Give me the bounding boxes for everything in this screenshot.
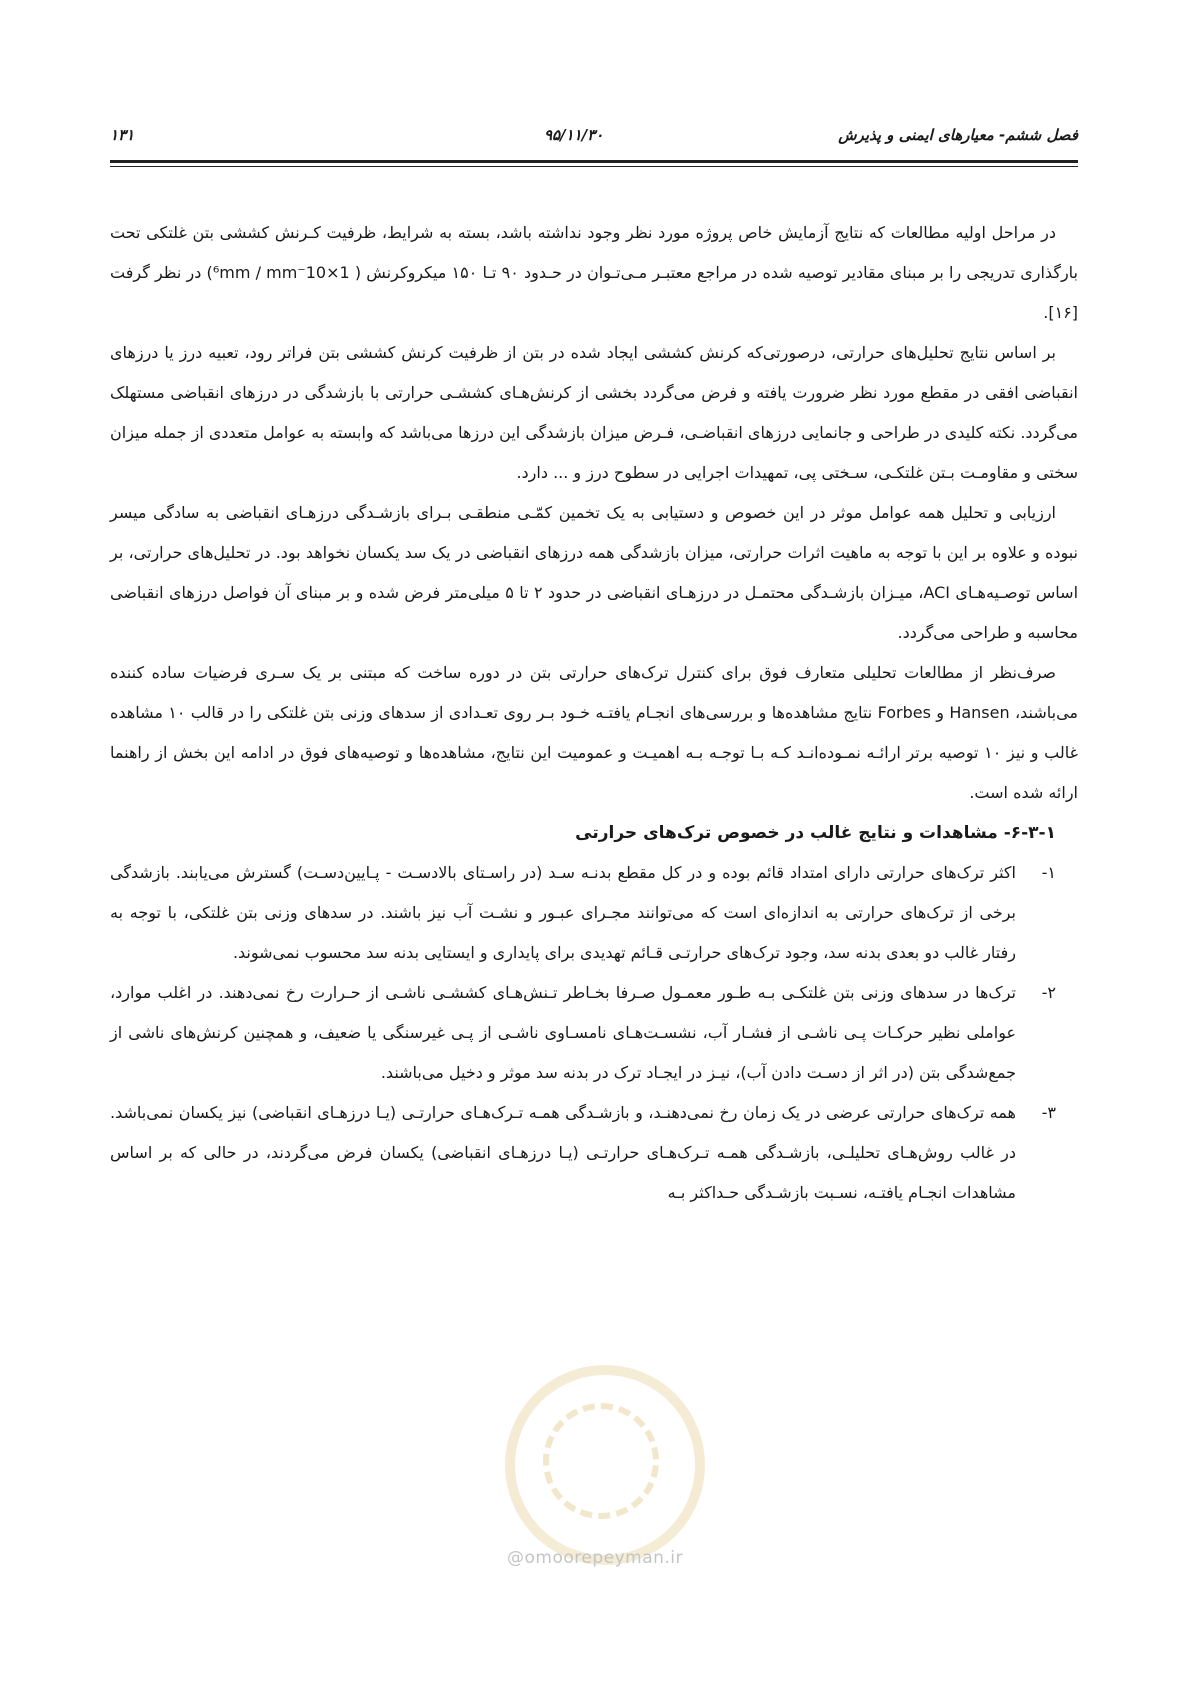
paragraph-3: ارزیابی و تحلیل همه عوامل موثر در این خصوص و دستیابی به یک تخمین کمّـی منطقـی بـرای بازشـدگی درزهـای انقباضی به سادگی میسر نبوده و علاوه بر این با توجه به ماهیت اثرات حرارتی، میزان بازشدگی همه درزهای انقباضی در یک سد یکسان نخواهد بود. در تحلیل‌های حرارتی، بر اساس توصـیه‌هـای ACI، میـزان بازشـدگی محتمـل در درزهـای انقباضی در حدود ۲ تا ۵ میلی‌متر فرض شده و بر مبنای آن فواصل درزهای انقباضی محاسبه و طراحی می‌گردد. [110,503,1079,642]
page-body [110,213,1078,1213]
list-item [110,973,1078,1093]
list-item [110,1093,1078,1213]
list-item-number: ۱- [1041,863,1056,882]
paragraph-4: صرف‌نظر از مطالعات تحلیلی متعارف فوق برای کنترل ترک‌های حرارتی بتن در دوره ساخت که مبتنی بر یک سـری فرضیات ساده کننده می‌باشند، Hansen و Forbes نتایج مشاهده‌ها و بررسی‌های انجـام یافتـه خـود بـر روی تعـدادی از سدهای وزنی بتن غلتکی را در قالب ۱۰ مشاهده غالب و نیز ۱۰ توصیه برتر ارائـه نمـوده‌انـد کـه بـا توجـه بـه اهمیـت و عمومیت این نتایج، مشاهده‌ها و توصیه‌های فوق در ادامه این بخش از راهنما ارائه شده است. [110,663,1079,802]
page-number: ۱۳۱ [110,126,135,144]
observations-list [110,853,1078,1213]
header-rule-thick [110,160,1078,163]
header-rule-thin [110,166,1078,167]
watermark-gear-icon [543,1403,659,1519]
header-date: ۹۵/۱۱/۳۰ [544,126,604,144]
paragraph-1: در مراحل اولیه مطالعات که نتایج آزمایش خاص پروژه مورد نظر وجود نداشته باشد، بسته به شرایط، ظرفیت کـرنش کششی بتن غلتکی تحت بارگذاری تدریجی را بر مبنای مقادیر توصیه شده در مراجع معتبـر مـی‌تـوان در حـدود ۹۰ تـا ۱۵۰ میکروکرنش ( 1×10⁻⁶mm / mm) در نظر گرفت [۱۶]. [110,223,1079,322]
list-item-text: همه ترک‌های حرارتی عرضی در یک زمان رخ نمی‌دهنـد، و بازشـدگی همـه تـرک‌هـای حرارتـی (یـا درزهـای انقباضی) نیز یکسان نمی‌باشد. در غالب روش‌هـای تحلیلـی، بازشـدگی همـه تـرک‌هـای حرارتـی (یـا درزهـای انقباضی) یکسان فرض می‌گردند، در حالی که بر اساس مشاهدات انجـام یافتـه، نسـبت بازشـدگی حـداکثر بـه [110,1103,1016,1202]
section-heading: ۶-۳-۱- مشاهدات و نتایج غالب در خصوص ترک‌های حرارتی [575,823,1056,843]
paragraph-2: بر اساس نتایج تحلیل‌های حرارتی، درصورتی‌که کرنش کششی ایجاد شده در بتن از ظرفیت کرنش کششی بتن فراتر رود، تعبیه درز یا درزهای انقباضی افقی در مقطع مورد نظر ضرورت یافته و فرض می‌گردد بخشی از کرنش‌هـای کششـی حرارتی با بازشدگی در درزهای انقباضی مستهلک می‌گردد. نکته کلیدی در طراحی و جانمایی درزهای انقباضـی، فـرض میزان بازشدگی این درزها می‌باشد که وابسته به عوامل متعددی از جمله میزان سختی و مقاومـت بـتن غلتکـی، سـختی پی، تمهیدات اجرایی در سطوح درز و ... دارد. [110,343,1078,482]
watermark-site: @omoorepeyman.ir [506,1548,684,1568]
list-item [110,853,1078,973]
list-item-number: ۳- [1041,1103,1056,1122]
list-item-text: ترک‌ها در سدهای وزنی بتن غلتکـی بـه طـور معمـول صـرفا بخـاطر تـنش‌هـای کششـی ناشـی از حـرارت رخ نمی‌دهند. در اغلب موارد، عواملی نظیر حرکـات پـی ناشـی از فشـار آب، نشسـت‌هـای نامسـاوی ناشـی از پـی غیرسنگی یا ضعیف، و همچنین کرنش‌های ناشی از جمع‌شدگی بتن (در اثر از دسـت دادن آب)، نیـز در ایجـاد ترک در بدنه سد موثر و دخیل می‌باشند. [110,983,1016,1082]
page-header [110,126,1078,156]
list-item-text: اکثر ترک‌های حرارتی دارای امتداد قائم بوده و در کل مقطع بدنـه سـد (در راسـتای بالادسـت - پـایین‌دسـت) گسترش می‌یابند. بازشدگی برخی از ترک‌های حرارتی به اندازه‌ای است که می‌توانند مجـرای عبـور و نشـت آب نیز باشند. در سدهای وزنی بتن غلتکی، با توجه به رفتار غالب دو بعدی بدنه سد، وجود ترک‌های حرارتـی قـائم تهدیدی برای پایداری و ایستایی بدنه سد محسوب نمی‌شوند. [110,863,1016,962]
watermark-seal [505,1365,705,1565]
chapter-title: فصل ششم- معیارهای ایمنی و پذیرش [838,126,1078,144]
list-item-number: ۲- [1041,983,1056,1002]
